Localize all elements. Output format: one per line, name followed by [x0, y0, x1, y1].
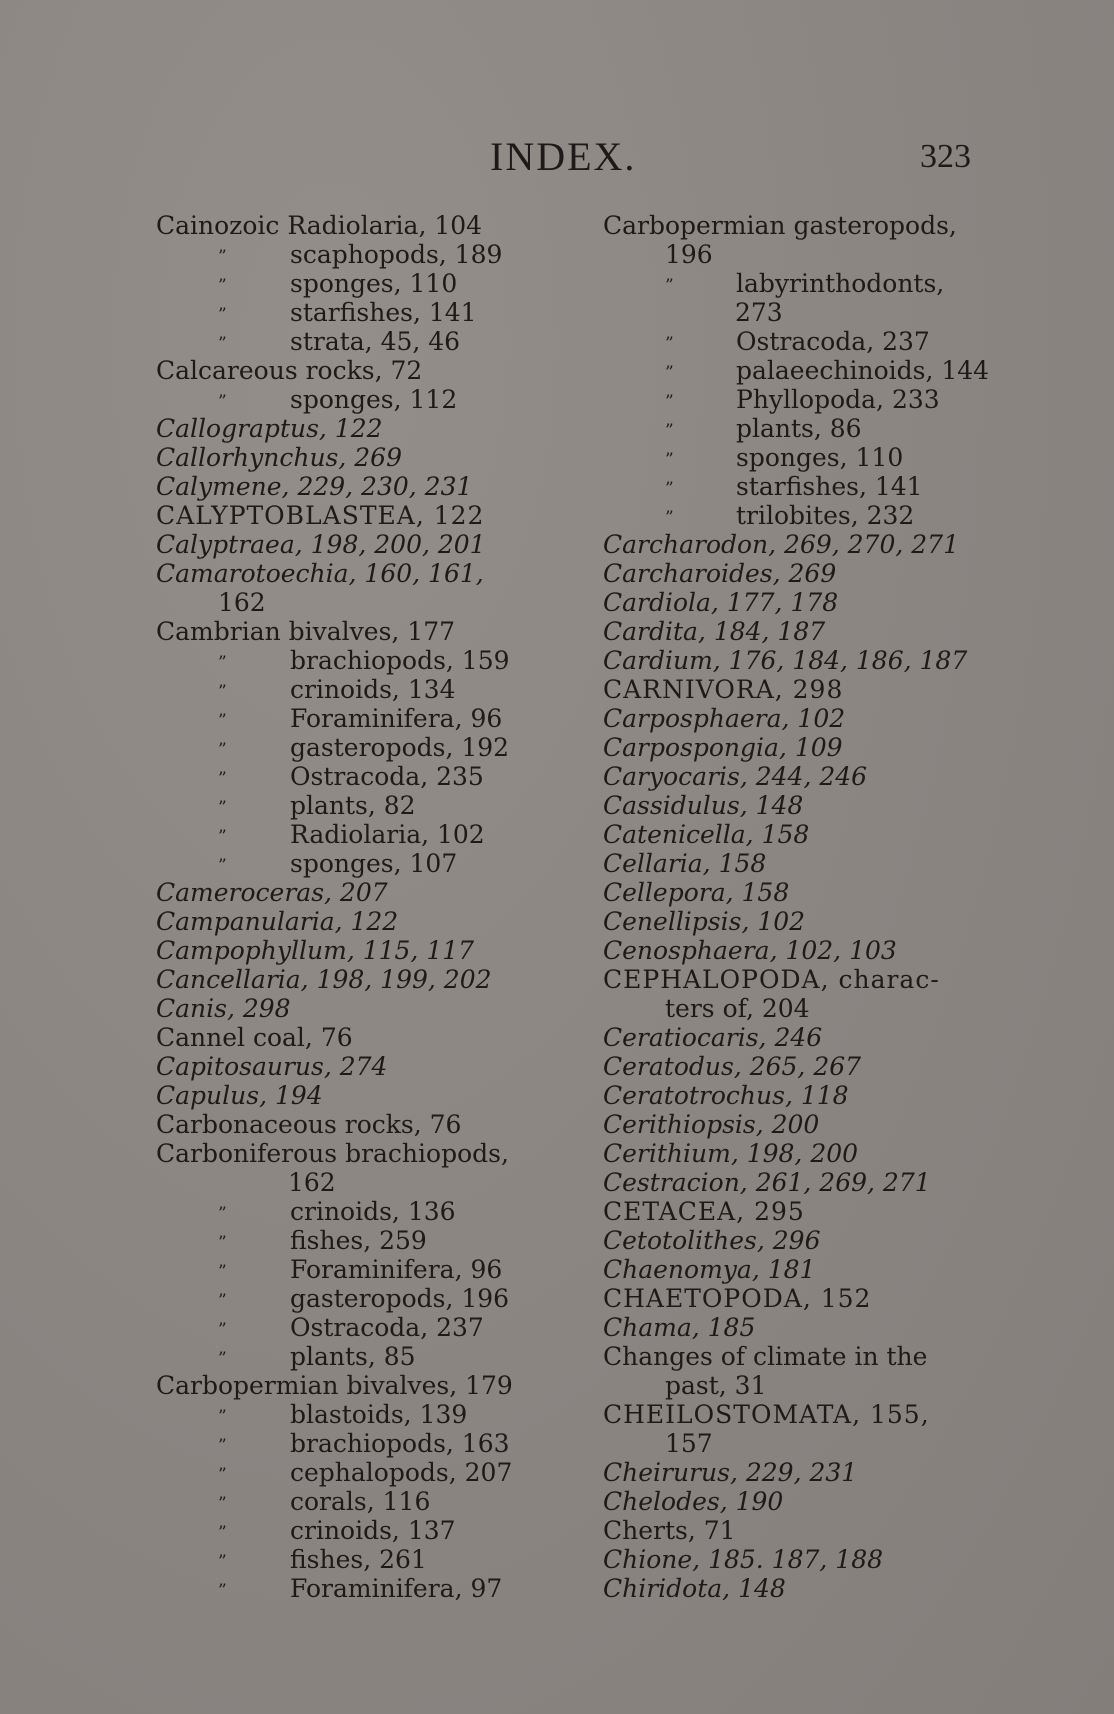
index-entry — [156, 1110, 586, 1139]
index-entry — [156, 936, 586, 965]
index-entry — [603, 1255, 1003, 1284]
index-entry — [156, 211, 586, 240]
index-entry — [603, 791, 1003, 820]
index-entry-text: trilobites, 232 — [736, 501, 915, 530]
index-entry-text: 196 — [665, 240, 713, 269]
index-subentry — [603, 414, 1003, 443]
index-entry-continuation — [156, 1168, 586, 1197]
index-entry-text: Cenosphaera, 102, 103 — [603, 936, 897, 965]
index-entry-text: Campophyllum, 115, 117 — [156, 936, 475, 965]
index-entry — [603, 820, 1003, 849]
index-entry-text: CEPHALOPODA, charac- — [603, 965, 940, 994]
index-entry-text: scaphopods, 189 — [290, 240, 503, 269]
index-entry — [156, 1081, 586, 1110]
index-subentry — [156, 1342, 586, 1371]
index-entry — [603, 1197, 1003, 1226]
index-subentry — [603, 269, 1003, 298]
index-subentry — [156, 820, 586, 849]
index-entry — [156, 1371, 586, 1400]
index-entry-text: Changes of climate in the — [603, 1342, 928, 1371]
index-entry — [156, 965, 586, 994]
index-entry-text: sponges, 107 — [290, 849, 458, 878]
index-entry — [603, 646, 1003, 675]
index-entry-text: Chiridota, 148 — [603, 1574, 786, 1603]
index-entry — [603, 559, 1003, 588]
index-subentry — [156, 1545, 586, 1574]
index-subentry — [156, 385, 586, 414]
index-entry-text: CETACEA, 295 — [603, 1197, 805, 1226]
index-subentry — [156, 1226, 586, 1255]
index-entry — [603, 762, 1003, 791]
index-entry — [603, 1110, 1003, 1139]
index-entry-text: Canis, 298 — [156, 994, 291, 1023]
index-subentry — [156, 240, 586, 269]
index-entry-text: Callograptus, 122 — [156, 414, 383, 443]
index-subentry — [156, 791, 586, 820]
index-entry — [156, 1139, 586, 1168]
index-entry — [156, 414, 586, 443]
index-entry — [156, 1052, 586, 1081]
index-subentry — [156, 1458, 586, 1487]
index-entry-text: Chaenomya, 181 — [603, 1255, 816, 1284]
index-entry — [603, 1545, 1003, 1574]
index-entry — [156, 907, 586, 936]
index-entry — [156, 501, 586, 530]
index-subentry — [156, 269, 586, 298]
index-entry-text: Chelodes, 190 — [603, 1487, 784, 1516]
index-entry — [603, 936, 1003, 965]
index-entry-text: crinoids, 134 — [290, 675, 456, 704]
index-entry-text: 157 — [665, 1429, 713, 1458]
index-entry — [156, 356, 586, 385]
index-entry — [603, 704, 1003, 733]
index-subentry — [156, 1574, 586, 1603]
index-entry — [156, 472, 586, 501]
index-entry-text: Carbopermian bivalves, 179 — [156, 1371, 513, 1400]
index-entry — [156, 878, 586, 907]
index-entry — [603, 965, 1003, 994]
index-entry-text: Campanularia, 122 — [156, 907, 399, 936]
index-entry-text: plants, 86 — [736, 414, 862, 443]
index-subentry — [603, 501, 1003, 530]
index-entry — [156, 559, 586, 588]
index-entry-text: Capitosaurus, 274 — [156, 1052, 388, 1081]
index-entry — [603, 1313, 1003, 1342]
index-entry-text: Cardiola, 177, 178 — [603, 588, 839, 617]
index-entry-continuation — [603, 240, 1003, 269]
index-entry-text: Chione, 185. 187, 188 — [603, 1545, 884, 1574]
index-entry-text: Ceratotrochus, 118 — [603, 1081, 849, 1110]
index-entry-text: Cassidulus, 148 — [603, 791, 804, 820]
index-subentry — [603, 472, 1003, 501]
page-number: 323 — [920, 138, 971, 175]
index-entry-text: Ostracoda, 235 — [290, 762, 484, 791]
index-subentry — [156, 298, 586, 327]
index-entry — [603, 588, 1003, 617]
index-entry-text: fishes, 259 — [290, 1226, 427, 1255]
index-entry — [156, 530, 586, 559]
index-entry-text: Cellepora, 158 — [603, 878, 790, 907]
index-entry-text: Cheirurus, 229, 231 — [603, 1458, 858, 1487]
index-subentry — [156, 704, 586, 733]
index-entry-text: Caryocaris, 244, 246 — [603, 762, 868, 791]
index-entry-text: gasteropods, 196 — [290, 1284, 510, 1313]
index-entry-text: cephalopods, 207 — [290, 1458, 513, 1487]
index-entry — [603, 1139, 1003, 1168]
index-entry-text: Cardium, 176, 184, 186, 187 — [603, 646, 968, 675]
index-entry-text: Callorhynchus, 269 — [156, 443, 402, 472]
index-entry-text: Cetotolithes, 296 — [603, 1226, 821, 1255]
index-entry-continuation — [603, 994, 1003, 1023]
index-entry-text: sponges, 112 — [290, 385, 458, 414]
index-entry-text: Ceratiocaris, 246 — [603, 1023, 823, 1052]
index-subentry — [603, 443, 1003, 472]
index-subentry — [156, 733, 586, 762]
index-subentry — [156, 849, 586, 878]
index-entry-text: Foraminifera, 96 — [290, 704, 503, 733]
index-entry-text: Carboniferous brachiopods, — [156, 1139, 509, 1168]
index-entry-continuation — [603, 298, 1003, 327]
index-entry-continuation — [603, 1371, 1003, 1400]
index-entry-text: plants, 85 — [290, 1342, 416, 1371]
index-entry-text: CHEILOSTOMATA, 155, — [603, 1400, 930, 1429]
index-entry-text: Ostracoda, 237 — [736, 327, 930, 356]
page-title: INDEX. — [490, 134, 637, 179]
index-entry-text: Radiolaria, 102 — [290, 820, 485, 849]
index-entry — [603, 211, 1003, 240]
index-entry-text: Cellaria, 158 — [603, 849, 767, 878]
index-entry-text: Capulus, 194 — [156, 1081, 323, 1110]
index-entry-text: Cainozoic Radiolaria, 104 — [156, 211, 483, 240]
index-entry — [603, 878, 1003, 907]
index-entry-text: Cancellaria, 198, 199, 202 — [156, 965, 492, 994]
index-entry-text: Cerithiopsis, 200 — [603, 1110, 820, 1139]
index-subentry — [156, 646, 586, 675]
index-entry — [603, 1023, 1003, 1052]
index-entry — [603, 1226, 1003, 1255]
index-entry-text: plants, 82 — [290, 791, 416, 820]
index-entry-text: Calcareous rocks, 72 — [156, 356, 423, 385]
index-entry — [603, 1052, 1003, 1081]
index-entry-text: crinoids, 137 — [290, 1516, 456, 1545]
index-entry-text: starfishes, 141 — [736, 472, 923, 501]
index-entry-text: crinoids, 136 — [290, 1197, 456, 1226]
index-entry-text: Chama, 185 — [603, 1313, 756, 1342]
index-entry-continuation — [156, 588, 586, 617]
index-subentry — [156, 1400, 586, 1429]
index-entry-text: Carcharoides, 269 — [603, 559, 837, 588]
index-subentry — [156, 1284, 586, 1313]
index-entry-text: Cestracion, 261, 269, 271 — [603, 1168, 931, 1197]
index-entry-text: Cerithium, 198, 200 — [603, 1139, 859, 1168]
index-subentry — [156, 1516, 586, 1545]
index-subentry — [156, 1197, 586, 1226]
index-entry-text: Carbopermian gasteropods, — [603, 211, 957, 240]
index-entry-text: labyrinthodonts, — [736, 269, 945, 298]
index-entry-text: CARNIVORA, 298 — [603, 675, 844, 704]
index-entry-text: Cherts, 71 — [603, 1516, 736, 1545]
index-subentry — [156, 1313, 586, 1342]
index-entry — [603, 1574, 1003, 1603]
index-entry-text: Ostracoda, 237 — [290, 1313, 484, 1342]
index-subentry — [156, 675, 586, 704]
index-entry — [603, 1342, 1003, 1371]
index-entry-text: 162 — [218, 588, 266, 617]
index-entry — [603, 907, 1003, 936]
index-entry — [603, 1516, 1003, 1545]
index-subentry — [156, 1429, 586, 1458]
page-header — [0, 132, 1114, 182]
index-entry-text: ters of, 204 — [665, 994, 810, 1023]
index-entry-text: palaeechinoids, 144 — [736, 356, 990, 385]
index-column-right — [603, 211, 1003, 1603]
index-entry — [603, 849, 1003, 878]
index-entry — [603, 1458, 1003, 1487]
index-entry — [603, 1081, 1003, 1110]
index-entry-text: strata, 45, 46 — [290, 327, 461, 356]
index-entry — [156, 617, 586, 646]
index-entry — [603, 1168, 1003, 1197]
index-subentry — [156, 327, 586, 356]
index-subentry — [603, 327, 1003, 356]
index-entry-text: Phyllopoda, 233 — [736, 385, 940, 414]
index-entry-text: past, 31 — [665, 1371, 767, 1400]
index-subentry — [156, 1487, 586, 1516]
index-entry-continuation — [603, 1429, 1003, 1458]
index-entry-text: fishes, 261 — [290, 1545, 427, 1574]
index-entry — [603, 1487, 1003, 1516]
index-column-left — [156, 211, 586, 1603]
index-entry-text: CALYPTOBLASTEA, 122 — [156, 501, 485, 530]
index-entry-text: brachiopods, 163 — [290, 1429, 510, 1458]
index-entry-text: Cardita, 184, 187 — [603, 617, 826, 646]
index-subentry — [603, 356, 1003, 385]
index-entry — [603, 1284, 1003, 1313]
index-entry-text: corals, 116 — [290, 1487, 431, 1516]
index-entry — [603, 530, 1003, 559]
index-subentry — [603, 385, 1003, 414]
index-entry-text: Cambrian bivalves, 177 — [156, 617, 456, 646]
index-entry-text: Catenicella, 158 — [603, 820, 810, 849]
index-entry-text: Cameroceras, 207 — [156, 878, 388, 907]
index-entry-text: Carbonaceous rocks, 76 — [156, 1110, 462, 1139]
index-entry-text: gasteropods, 192 — [290, 733, 510, 762]
index-entry-text: 273 — [735, 298, 783, 327]
index-entry-text: Calymene, 229, 230, 231 — [156, 472, 473, 501]
index-entry-text: Calyptraea, 198, 200, 201 — [156, 530, 486, 559]
index-entry-text: Cenellipsis, 102 — [603, 907, 806, 936]
index-entry-text: brachiopods, 159 — [290, 646, 510, 675]
index-entry-text: Foraminifera, 96 — [290, 1255, 503, 1284]
index-entry — [603, 733, 1003, 762]
index-subentry — [156, 762, 586, 791]
index-entry-text: Ceratodus, 265, 267 — [603, 1052, 862, 1081]
index-entry-text: sponges, 110 — [290, 269, 458, 298]
index-entry-text: starfishes, 141 — [290, 298, 477, 327]
index-entry — [156, 994, 586, 1023]
index-entry — [603, 1400, 1003, 1429]
index-entry-text: sponges, 110 — [736, 443, 904, 472]
index-entry-text: CHAETOPODA, 152 — [603, 1284, 872, 1313]
index-entry-text: Cannel coal, 76 — [156, 1023, 353, 1052]
index-entry-text: Camarotoechia, 160, 161, — [156, 559, 484, 588]
index-entry-text: Carposphaera, 102 — [603, 704, 846, 733]
index-entry-text: blastoids, 139 — [290, 1400, 468, 1429]
index-entry — [603, 675, 1003, 704]
index-entry-text: Carpospongia, 109 — [603, 733, 843, 762]
index-entry — [156, 443, 586, 472]
index-entry-text: Carcharodon, 269, 270, 271 — [603, 530, 959, 559]
index-subentry — [156, 1255, 586, 1284]
index-entry — [156, 1023, 586, 1052]
index-entry-text: Foraminifera, 97 — [290, 1574, 503, 1603]
index-entry-text: 162 — [288, 1168, 336, 1197]
index-entry — [603, 617, 1003, 646]
